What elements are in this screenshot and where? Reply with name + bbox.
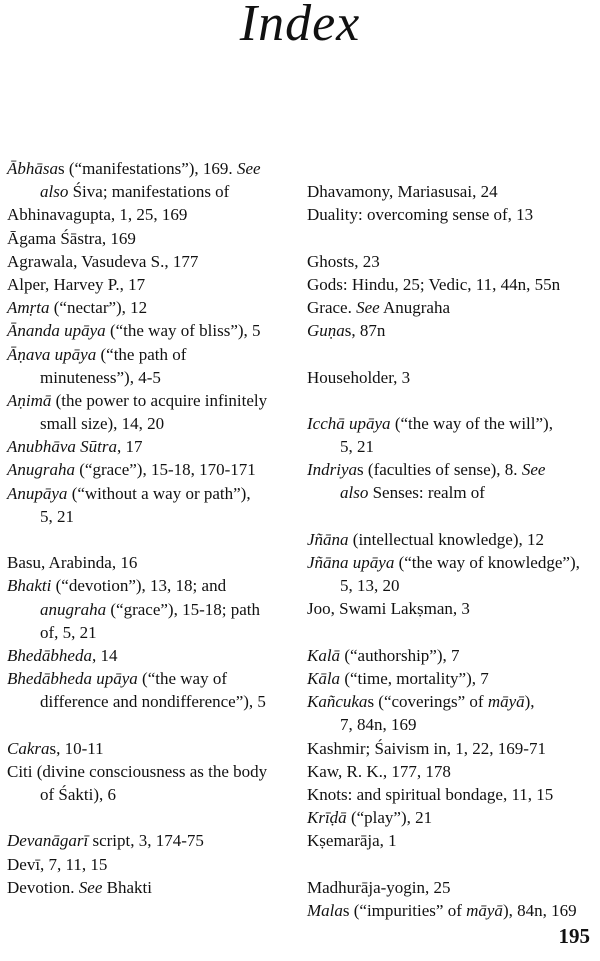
italic-term: Anugraha xyxy=(7,460,75,480)
entry-text: minuteness”), 4-5 xyxy=(40,367,161,387)
entry-text: script, 3, 174-75 xyxy=(88,831,204,851)
index-letter-group xyxy=(7,829,302,899)
entry-text: (“grace”), 15-18, 170-171 xyxy=(75,460,256,480)
index-entry-continuation xyxy=(307,481,600,504)
italic-term: Kañcuka xyxy=(307,692,368,712)
index-entry-line xyxy=(7,829,302,852)
index-entry-line xyxy=(307,737,600,760)
italic-term: Bhedābheda xyxy=(7,645,92,665)
italic-term: Anupāya xyxy=(7,483,68,503)
index-entry xyxy=(7,273,302,296)
italic-term: Jñāna xyxy=(307,529,349,549)
index-entry-line xyxy=(7,273,302,296)
index-entry-line xyxy=(307,597,600,620)
italic-term: anugraha xyxy=(40,599,107,619)
entry-text: 5, 21 xyxy=(40,506,74,526)
index-entry-continuation xyxy=(307,574,600,597)
index-letter-group xyxy=(307,412,600,505)
index-entry-line xyxy=(7,343,302,366)
entry-text: Śiva; manifestations of xyxy=(68,182,230,202)
entry-text: ), xyxy=(524,692,535,712)
index-entry-line xyxy=(307,667,600,690)
entry-text: ), 84n, 169 xyxy=(502,900,577,920)
index-entry xyxy=(307,250,600,273)
index-entry-line xyxy=(7,203,302,226)
index-letter-group xyxy=(307,644,600,853)
index-entry-continuation xyxy=(7,180,302,203)
entry-text: small size), 14, 20 xyxy=(40,414,165,434)
entry-text: , 17 xyxy=(117,437,143,457)
index-entry-line xyxy=(7,227,302,250)
entry-text: Knots: and spiritual bondage, 11, 15 xyxy=(307,784,554,804)
index-entry-line xyxy=(7,551,302,574)
entry-text: s, 10-11 xyxy=(49,738,104,758)
index-entry-line xyxy=(307,458,600,481)
index-entry-line xyxy=(307,296,600,319)
entry-text: Kashmir; Śaivism in, 1, 22, 169-71 xyxy=(307,738,546,758)
index-entry xyxy=(7,876,302,899)
entry-text: Kaw, R. K., 177, 178 xyxy=(307,761,451,781)
index-entry xyxy=(7,343,302,389)
index-entry-line xyxy=(307,319,600,342)
entry-text: Bhakti xyxy=(102,877,152,897)
index-entry xyxy=(307,737,600,760)
index-letter-group xyxy=(7,551,302,713)
index-entry xyxy=(307,644,600,667)
entry-text: of, 5, 21 xyxy=(40,622,97,642)
index-entry xyxy=(307,597,600,620)
index-entry xyxy=(307,760,600,783)
index-entry xyxy=(307,806,600,829)
index-entry xyxy=(7,458,302,481)
index-right-column xyxy=(307,180,600,945)
index-entry-line xyxy=(7,435,302,458)
index-entry xyxy=(307,829,600,852)
index-entry xyxy=(7,157,302,203)
index-entry xyxy=(7,296,302,319)
entry-text: s (faculties of sense), 8. xyxy=(357,460,522,480)
entry-text: Devotion. xyxy=(7,877,79,897)
index-entry-line xyxy=(7,458,302,481)
index-letter-group xyxy=(307,180,600,226)
index-entry xyxy=(307,690,600,736)
index-entry-continuation xyxy=(7,505,302,528)
index-entry-line xyxy=(7,296,302,319)
italic-term: Devanāgarī xyxy=(7,831,89,851)
index-entry xyxy=(7,853,302,876)
italic-term: Jñāna upāya xyxy=(307,553,395,572)
entry-text: (“the way of xyxy=(137,669,227,689)
entry-text: s (“impurities” of xyxy=(342,900,467,920)
index-entry-line xyxy=(7,667,302,690)
entry-text: Gods: Hindu, 25; Vedic, 11, 44n, 55n xyxy=(307,274,561,294)
entry-text: of Śakti), 6 xyxy=(40,785,117,805)
italic-term: also xyxy=(340,483,369,503)
index-entry xyxy=(7,551,302,574)
index-entry-line xyxy=(7,250,302,273)
italic-term: See xyxy=(236,159,261,178)
index-entry xyxy=(307,319,600,342)
italic-term: Cakra xyxy=(7,738,50,758)
italic-term: Mala xyxy=(307,900,343,920)
index-entry xyxy=(7,227,302,250)
index-entry xyxy=(7,760,302,806)
italic-term: Amṛta xyxy=(7,298,50,318)
index-entry xyxy=(7,829,302,852)
entry-text: Dhavamony, Mariasusai, 24 xyxy=(307,182,498,201)
entry-text: Grace. xyxy=(307,297,357,317)
entry-text: Basu, Arabinda, 16 xyxy=(7,553,138,573)
index-entry-line xyxy=(307,829,600,852)
entry-text: Madhurāja-yogin, 25 xyxy=(307,877,451,897)
index-entry xyxy=(7,319,302,342)
italic-term: Icchā upāya xyxy=(307,413,391,433)
entry-text: (“grace”), 15-18; path xyxy=(106,599,260,619)
index-entry-continuation xyxy=(7,366,302,389)
index-letter-group xyxy=(307,250,600,343)
entry-text: 5, 21 xyxy=(340,437,374,457)
entry-text: (“authorship”), 7 xyxy=(340,645,460,665)
index-entry-line xyxy=(307,412,600,435)
index-entry xyxy=(7,737,302,760)
index-entry-continuation xyxy=(7,690,302,713)
index-entry-line xyxy=(307,250,600,273)
index-left-column xyxy=(7,157,302,922)
index-entry xyxy=(307,180,600,203)
index-entry-continuation xyxy=(7,621,302,644)
index-entry xyxy=(307,667,600,690)
italic-term: Ābhāsa xyxy=(7,159,58,178)
index-letter-group xyxy=(307,528,600,621)
entry-text: Citi (divine consciousness as the body xyxy=(7,761,268,781)
entry-text: 5, 13, 20 xyxy=(340,576,400,596)
index-entry xyxy=(7,389,302,435)
index-entry xyxy=(307,899,600,922)
entry-text: Householder, 3 xyxy=(307,367,411,387)
index-entry xyxy=(7,203,302,226)
entry-text: Devī, 7, 11, 15 xyxy=(7,854,108,874)
index-entry xyxy=(7,667,302,713)
italic-term: See xyxy=(521,460,546,480)
entry-text: 7, 84n, 169 xyxy=(340,715,417,735)
index-entry-line xyxy=(7,389,302,412)
index-entry-line xyxy=(7,737,302,760)
entry-text: (the power to acquire infinitely xyxy=(51,390,268,410)
entry-text: s, 87n xyxy=(344,321,386,341)
index-entry-line xyxy=(307,273,600,296)
index-entry xyxy=(307,458,600,504)
entry-text: s (“coverings” of xyxy=(367,692,488,712)
index-entry-continuation xyxy=(7,783,302,806)
entry-text: (“the way of bliss”), 5 xyxy=(105,321,261,341)
italic-term: Aṇimā xyxy=(7,390,52,410)
index-entry xyxy=(7,250,302,273)
italic-term: Ānanda upāya xyxy=(7,321,106,341)
index-entry-continuation xyxy=(7,412,302,435)
page-title: Index xyxy=(239,0,361,52)
index-entry-line xyxy=(7,760,302,783)
index-entry xyxy=(7,482,302,528)
italic-term: Āṇava upāya xyxy=(7,344,97,364)
italic-term: māyā xyxy=(487,692,525,712)
entry-text: Alper, Harvey P., 17 xyxy=(7,274,146,294)
index-entry-line xyxy=(307,806,600,829)
page-number: 195 xyxy=(558,924,590,948)
index-entry xyxy=(307,296,600,319)
index-entry-line xyxy=(307,180,600,203)
index-entry-line xyxy=(7,876,302,899)
entry-text: Duality: overcoming sense of, 13 xyxy=(307,205,534,225)
entry-text: s (“manifestations”), 169. xyxy=(58,159,237,178)
index-entry-line xyxy=(7,157,302,180)
index-entry-continuation xyxy=(307,435,600,458)
index-entry-line xyxy=(307,783,600,806)
index-entry-continuation xyxy=(307,713,600,736)
index-letter-group xyxy=(7,157,302,528)
index-entry-line xyxy=(307,899,600,922)
entry-text: Abhinavagupta, 1, 25, 169 xyxy=(7,205,188,225)
index-entry xyxy=(307,203,600,226)
index-entry xyxy=(7,574,302,644)
entry-text: (intellectual knowledge), 12 xyxy=(348,529,544,549)
index-entry-line xyxy=(7,482,302,505)
index-entry xyxy=(307,551,600,597)
entry-text: (“the way of the will”), xyxy=(390,413,553,433)
entry-text: difference and nondifference”), 5 xyxy=(40,692,266,712)
index-entry-line xyxy=(7,319,302,342)
index-entry-line xyxy=(7,644,302,667)
entry-text: (“the way of knowledge”), xyxy=(394,553,580,572)
entry-text: Āgama Śāstra, 169 xyxy=(7,228,136,248)
entry-text: Anugraha xyxy=(379,297,451,317)
italic-term: Bhedābheda upāya xyxy=(7,669,138,689)
entry-text: Senses: realm of xyxy=(368,483,485,503)
entry-text: Ghosts, 23 xyxy=(307,251,380,271)
entry-text: (“the path of xyxy=(96,344,187,364)
index-entry xyxy=(307,366,600,389)
entry-text: (“without a way or path”), xyxy=(67,483,251,503)
index-entry xyxy=(307,876,600,899)
entry-text: , 14 xyxy=(91,645,118,665)
italic-term: māyā xyxy=(466,900,503,920)
index-entry-line xyxy=(307,366,600,389)
entry-text: (“time, mortality”), 7 xyxy=(340,668,489,688)
entry-text: Kṣemarāja, 1 xyxy=(307,831,397,851)
index-letter-group xyxy=(307,876,600,922)
entry-text: (“nectar”), 12 xyxy=(49,298,148,318)
index-entry-line xyxy=(307,876,600,899)
entry-text: (“play”), 21 xyxy=(346,808,433,828)
index-entry xyxy=(7,644,302,667)
index-entry xyxy=(307,528,600,551)
index-entry-line xyxy=(7,853,302,876)
index-entry-line xyxy=(307,203,600,226)
entry-text: (“devotion”), 13, 18; and xyxy=(51,576,227,596)
index-entry-line xyxy=(307,760,600,783)
index-entry xyxy=(7,435,302,458)
index-letter-group xyxy=(7,737,302,807)
index-entry-line xyxy=(307,644,600,667)
italic-term: Krīḍā xyxy=(307,808,347,828)
index-entry-line xyxy=(7,574,302,597)
italic-term: Anubhāva Sūtra xyxy=(7,437,118,457)
index-entry-continuation xyxy=(7,598,302,621)
index-entry-line xyxy=(307,690,600,713)
italic-term: Bhakti xyxy=(7,576,52,596)
italic-term: Kalā xyxy=(307,645,341,665)
index-entry xyxy=(307,783,600,806)
italic-term: Guṇa xyxy=(307,321,345,341)
index-entry-line xyxy=(307,551,600,574)
entry-text: Agrawala, Vasudeva S., 177 xyxy=(7,251,199,271)
italic-term: See xyxy=(356,297,380,317)
index-entry-line xyxy=(307,528,600,551)
italic-term: See xyxy=(78,877,103,897)
italic-term: Indriya xyxy=(307,460,358,480)
index-entry xyxy=(307,412,600,458)
index-entry xyxy=(307,273,600,296)
italic-term: also xyxy=(40,182,69,202)
italic-term: Kāla xyxy=(307,668,341,688)
entry-text: Joo, Swami Lakṣman, 3 xyxy=(307,599,470,619)
index-letter-group xyxy=(307,366,600,389)
